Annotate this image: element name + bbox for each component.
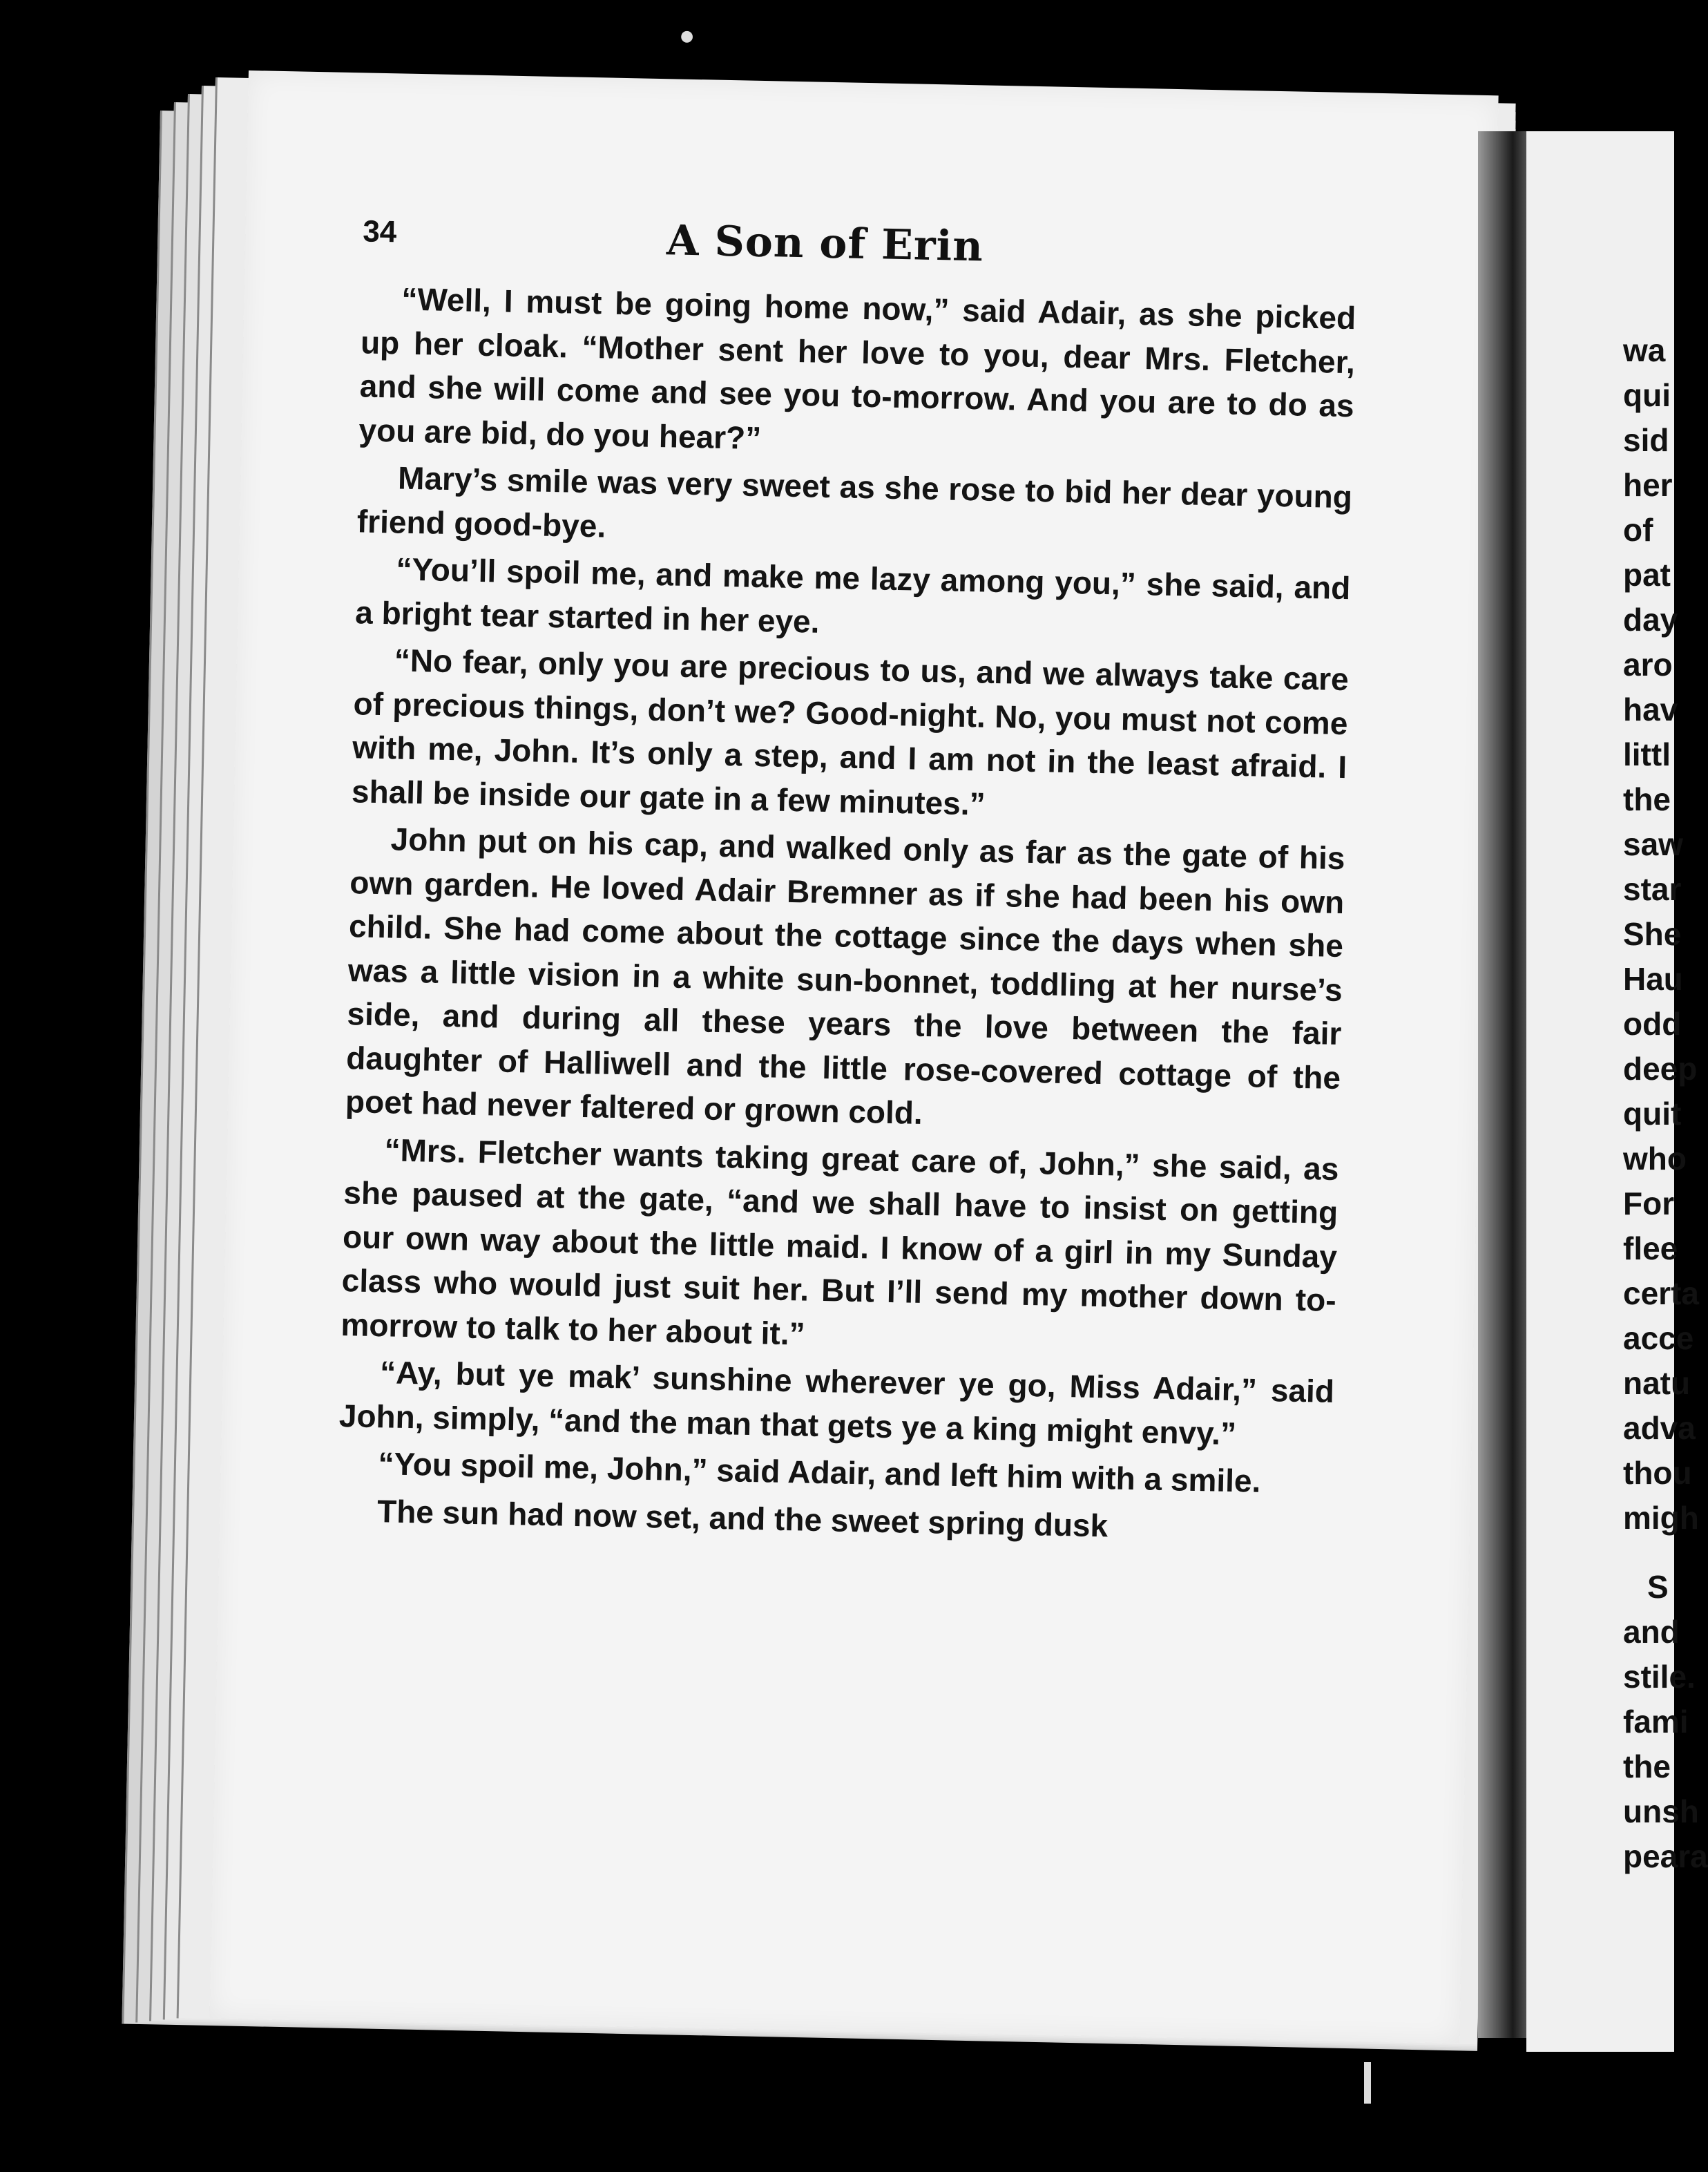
facing-page-fragment: wa (1623, 332, 1666, 368)
book-page-left (209, 70, 1498, 2044)
facing-page-fragment: odd (1623, 1006, 1682, 1042)
facing-page-fragment: who (1623, 1141, 1687, 1176)
book-page-right (1526, 131, 1708, 2052)
book-gutter-shadow (1478, 131, 1528, 2038)
paragraph: “No fear, only you are precious to us, and we always take care of precious things, don’t we? Good-night. No, you must not come with me, John. It’s only a step, and I am not in the least afraid. I shall be inside our gate in a few minutes.” (351, 642, 1350, 822)
paragraph: The sun had now set, and the sweet spring dusk (376, 1492, 1109, 1543)
paragraph: John put on his cap, and walked only as far as the gate of his own garden. He loved Adair Bremner as if she had been his own child. She had come about the cottage since the days when she was a little vision in a white sun-bonnet, toddling at her nurse’s side, and during all these years the love between the fair daughter of Halliwell and the little rose-covered cottage of the poet had never faltered or grown cold. (345, 821, 1345, 1131)
facing-page-fragment: Hau (1623, 961, 1683, 997)
facing-page-fragment: her (1623, 467, 1673, 503)
facing-page-fragment: acce (1623, 1320, 1694, 1356)
facing-page-fragment: stile. (1623, 1659, 1696, 1695)
facing-page-fragment: flee (1623, 1230, 1678, 1266)
page-text-block (336, 214, 1357, 1556)
facing-page-fragment: unsh (1623, 1793, 1699, 1829)
facing-page-fragment: day (1623, 602, 1678, 638)
paragraph: Mary’s smile was very sweet as she rose to bid her dear young friend good-bye. (356, 459, 1353, 544)
body-text (337, 276, 1356, 1552)
facing-page-fragment: the (1623, 781, 1671, 817)
facing-page-fragment: sid (1623, 422, 1669, 458)
facing-page-fragment: She (1623, 916, 1682, 952)
facing-page-fragment: saw (1623, 826, 1683, 862)
scan-speck: ● (680, 28, 694, 45)
facing-page-fragment: hav (1623, 692, 1678, 727)
facing-page-fragment: For (1623, 1185, 1675, 1221)
facing-page-fragment: and (1623, 1614, 1680, 1650)
facing-page-fragment: star (1623, 871, 1682, 907)
paragraph: “Mrs. Fletcher wants taking great care of, John,” she said, as she paused at the gate, “and we shall have to insist on getting our own way about the little maid. I know of a girl in my Sunday class who would just suit her. But I’ll send my mother down to-morrow to talk to her about it.” (340, 1131, 1339, 1352)
facing-page-fragment: natu (1623, 1365, 1691, 1401)
facing-page-fragment: quit (1623, 1096, 1682, 1132)
facing-page-fragment: adva (1623, 1410, 1696, 1446)
facing-page-fragment: thou (1623, 1455, 1692, 1491)
paragraph: “Well, I must be going home now,” said Adair, as she picked up her cloak. “Mother sent her love to you, dear Mrs. Fletcher, and she will come and see you to-morrow. And you are to do as you are bid, do you hear?” (358, 280, 1356, 456)
scan-speck (1364, 2062, 1371, 2104)
facing-page-fragment: S (1647, 1569, 1669, 1605)
facing-page-fragment: littl (1623, 736, 1671, 772)
facing-page-fragment: aro (1623, 647, 1673, 683)
paragraph: “You spoil me, John,” said Adair, and left him with a smile. (378, 1445, 1261, 1499)
facing-page-fragment: certa (1623, 1275, 1699, 1311)
facing-page-fragment: peara (1623, 1838, 1708, 1874)
facing-page-fragment: the (1623, 1749, 1671, 1784)
running-title: A Son of Erin (666, 216, 984, 272)
page-number: 34 (362, 214, 397, 249)
paragraph: “You’ll spoil me, and make me lazy among you,” she said, and a bright tear started in her eye. (354, 551, 1351, 640)
paragraph: “Ay, but ye mak’ sunshine wherever ye go, Miss Adair,” said John, simply, “and the man that gets ye a king might envy.” (338, 1354, 1335, 1451)
facing-page-fragment: pat (1623, 557, 1671, 593)
facing-page-fragment: qui (1623, 377, 1671, 413)
facing-page-fragment: fami (1623, 1704, 1689, 1740)
facing-page-fragment: deep (1623, 1051, 1698, 1087)
facing-page-fragment: of (1623, 512, 1653, 548)
facing-page-fragment: migh (1623, 1500, 1699, 1536)
